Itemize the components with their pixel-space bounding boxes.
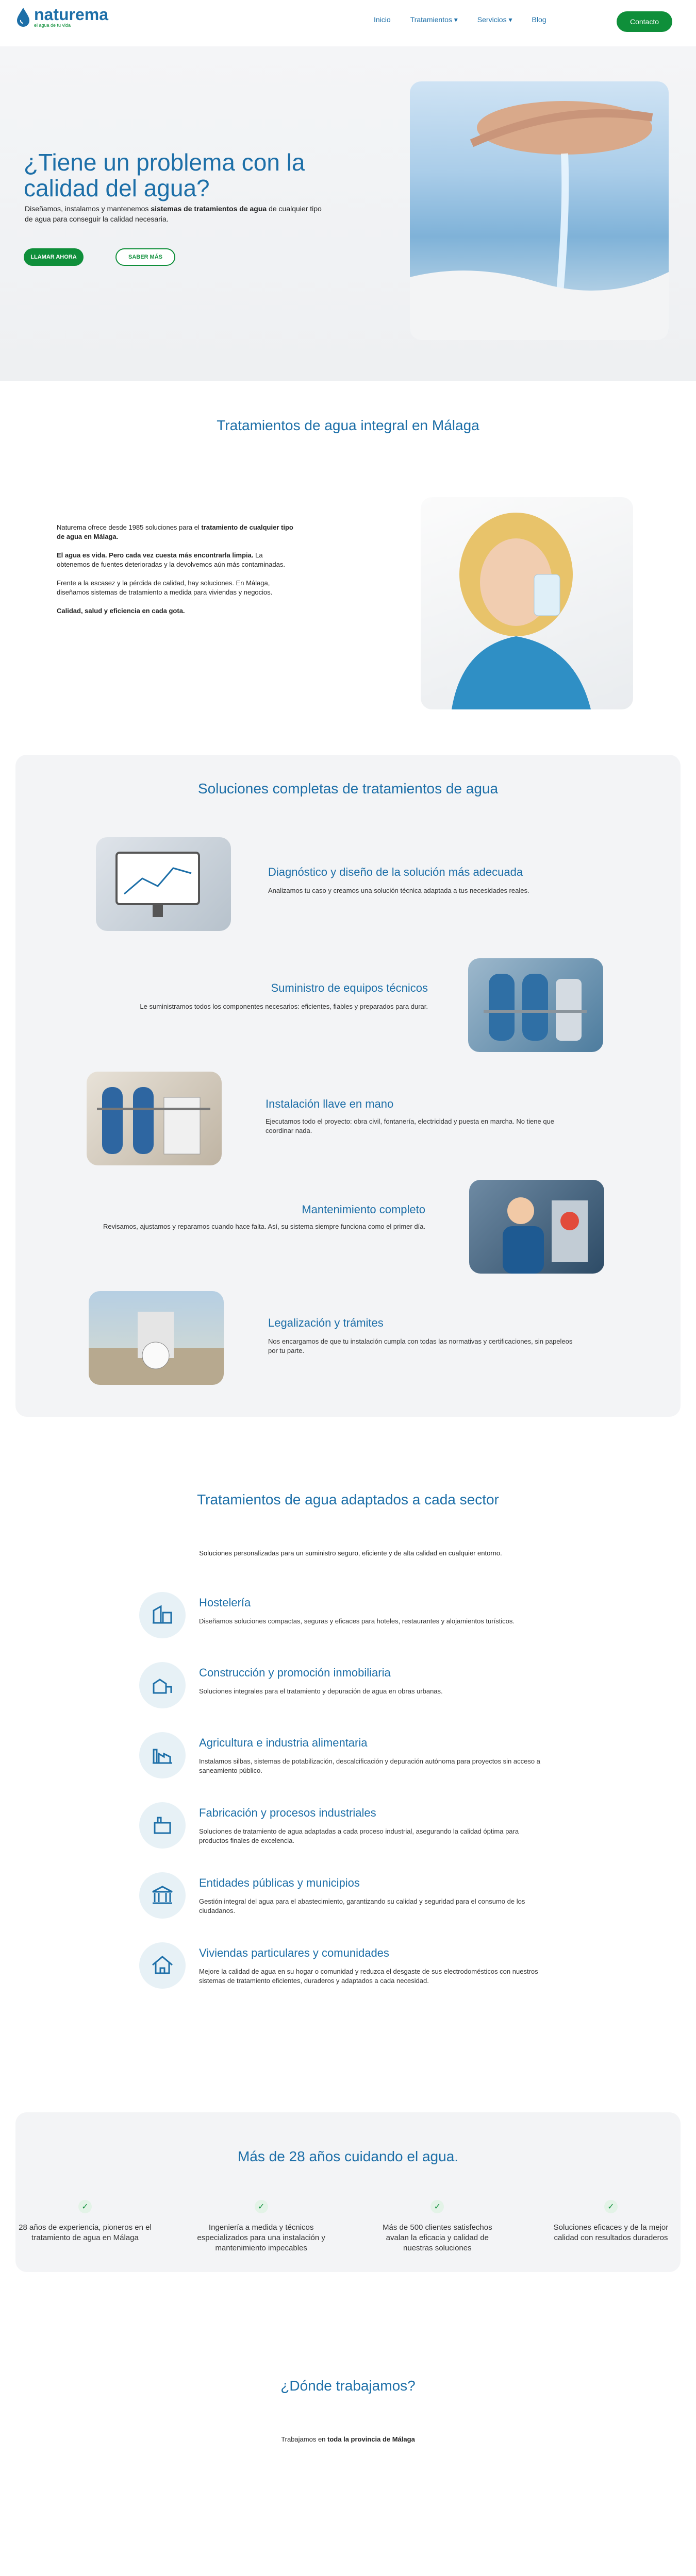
main-nav	[374, 15, 546, 24]
experience-title: Más de 28 años cuidando el agua.	[237, 2148, 459, 2164]
sector-text: Instalamos silbas, sistemas de potabilización, descalcificación y depuración autónoma para proyectos sin acceso a saneamiento público.	[199, 1757, 540, 1774]
where-text: Trabajamos en toda la provincia de Málaga	[281, 2435, 415, 2443]
solution-4-text: Revisamos, ajustamos y reparamos cuando hace falta. Así, su sistema siempre funciona como el primer día.	[103, 1223, 426, 1230]
hotel-icon	[139, 1592, 186, 1638]
sector-entidades	[139, 1872, 603, 1942]
nav-servicios[interactable]: Servicios ▾	[477, 15, 512, 24]
industry-icon	[139, 1802, 186, 1849]
logo-tagline: el agua de tu vida	[34, 23, 71, 28]
learn-more-button[interactable]: SABER MÁS	[115, 248, 175, 266]
sector-text: Diseñamos soluciones compactas, seguras y eficaces para hoteles, restaurantes y alojamientos turísticos.	[199, 1617, 515, 1625]
sectors-list	[139, 1592, 603, 2012]
sector-text: Mejore la calidad de agua en su hogar o comunidad y reduzca el desgaste de sus electrodomésticos con nuestros sistemas de tratamiento eficientes, duraderos y adaptados a cada necesidad.	[199, 1968, 538, 1985]
where-title: ¿Dónde trabajamos?	[280, 2378, 416, 2394]
sector-agricultura	[139, 1732, 603, 1802]
experience-item: ✓ Ingeniería a medida y técnicos especializados para una instalación y mantenimiento impecables	[192, 2200, 331, 2253]
sector-title: Construcción y promoción inmobiliaria	[199, 1666, 391, 1679]
integral-text	[57, 523, 294, 616]
sector-text: Soluciones de tratamiento de agua adaptadas a cada proceso industrial, asegurando la calidad óptima para productos finales de excelencia.	[199, 1827, 519, 1844]
filters-illustration	[87, 1072, 222, 1165]
sector-hosteleria	[139, 1592, 603, 1662]
solution-5-title: Legalización y trámites	[268, 1316, 384, 1329]
maintenance-image	[469, 1180, 604, 1274]
construction-icon	[139, 1662, 186, 1708]
solution-5-text: Nos encargamos de que tu instalación cumpla con todas las normativas y certificaciones, sin papeleos por tu parte.	[268, 1337, 573, 1354]
sector-text: Gestión integral del agua para el abastecimiento, garantizando su calidad y seguridad para el consumo de los ciudadanos.	[199, 1897, 525, 1914]
installation-image	[87, 1072, 222, 1165]
solutions-title: Soluciones completas de tratamientos de agua	[197, 781, 499, 796]
sector-title: Agricultura e industria alimentaria	[199, 1736, 368, 1749]
monitor-illustration	[96, 837, 231, 931]
sector-title: Hostelería	[199, 1596, 251, 1609]
sector-fabricacion	[139, 1802, 603, 1872]
integral-p3: Frente a la escasez y la pérdida de calidad, hay soluciones. En Málaga, diseñamos sistemas de tratamiento a medida para viviendas y negocios.	[57, 579, 273, 596]
sector-construccion	[139, 1662, 603, 1732]
nav-inicio[interactable]: Inicio	[374, 15, 391, 24]
solution-3-text: Ejecutamos todo el proyecto: obra civil, fontanería, electricidad y puesta en marcha. No tiene que coordinar nada.	[266, 1117, 555, 1134]
hand-water-illustration	[410, 81, 669, 340]
house-icon	[139, 1942, 186, 1989]
check-icon: ✓	[604, 2200, 618, 2213]
sector-title: Entidades públicas y municipios	[199, 1876, 360, 1889]
solution-3-title: Instalación llave en mano	[266, 1097, 394, 1110]
sector-title: Fabricación y procesos industriales	[199, 1806, 376, 1819]
sector-text: Soluciones integrales para el tratamiento y depuración de agua en obras urbanas.	[199, 1687, 443, 1695]
nav-blog[interactable]: Blog	[532, 15, 546, 24]
map-area[interactable]	[82, 2468, 614, 2576]
experience-item: ✓ Soluciones eficaces y de la mejor calidad con resultados duraderos	[544, 2200, 678, 2253]
solution-2-text: Le suministramos todos los componentes necesarios: eficientes, fiables y preparados para durar.	[140, 1003, 428, 1010]
logo-text: naturema	[34, 5, 109, 24]
nav-tratamientos[interactable]: Tratamientos ▾	[410, 15, 458, 24]
experience-item: ✓ Más de 500 clientes satisfechos avalan la eficacia y calidad de nuestras soluciones	[370, 2200, 504, 2253]
equipment-image	[468, 958, 603, 1052]
solution-1-title: Diagnóstico y diseño de la solución más adecuada	[268, 866, 523, 878]
hero-image	[410, 81, 669, 340]
sectors-title: Tratamientos de agua adaptados a cada sector	[197, 1492, 499, 1507]
integral-p2: El agua es vida. Pero cada vez cuesta más encontrarla limpia. La obtenemos de fuentes deterioradas y la devolvemos aún más contaminadas.	[57, 551, 285, 568]
sector-viviendas	[139, 1942, 603, 2012]
hero-text: Diseñamos, instalamos y mantenemos sistemas de tratamientos de agua de cualquier tipo de agua para conseguir la calidad necesaria.	[25, 205, 322, 223]
check-icon: ✓	[255, 2200, 268, 2213]
construction-illustration	[89, 1291, 224, 1385]
integral-title: Tratamientos de agua integral en Málaga	[217, 417, 479, 433]
water-drop-icon	[15, 7, 31, 27]
check-icon: ✓	[430, 2200, 444, 2213]
check-icon: ✓	[78, 2200, 92, 2213]
call-now-button[interactable]: LLAMAR AHORA	[24, 248, 84, 266]
sector-title: Viviendas particulares y comunidades	[199, 1946, 389, 1959]
logo[interactable]	[15, 6, 108, 28]
solution-2-title: Suministro de equipos técnicos	[271, 981, 428, 994]
header	[0, 0, 696, 46]
hero-section	[0, 46, 696, 381]
technician-illustration	[469, 1180, 604, 1274]
legalization-image	[89, 1291, 224, 1385]
contact-button[interactable]: Contacto	[617, 11, 672, 32]
experience-item: ✓ 28 años de experiencia, pioneros en el tratamiento de agua en Málaga	[18, 2200, 152, 2253]
chevron-down-icon: ▾	[454, 15, 458, 24]
sectors-intro: Soluciones personalizadas para un suministro seguro, eficiente y de alta calidad en cualquier entorno.	[199, 1549, 502, 1557]
factory-icon	[139, 1732, 186, 1778]
chevron-down-icon: ▾	[508, 15, 512, 24]
hero-title: ¿Tiene un problema con la calidad del agua?	[24, 149, 305, 201]
solution-1-text: Analizamos tu caso y creamos una solución técnica adaptada a tus necesidades reales.	[268, 887, 529, 894]
woman-drinking-image	[421, 497, 633, 709]
solution-4-title: Mantenimiento completo	[302, 1203, 425, 1216]
integral-p4: Calidad, salud y eficiencia en cada gota.	[57, 607, 185, 615]
water-tanks-illustration	[468, 958, 603, 1052]
public-building-icon	[139, 1872, 186, 1919]
experience-items	[18, 2200, 678, 2253]
integral-p1: Naturema ofrece desde 1985 soluciones para el tratamiento de cualquier tipo de agua en Málaga.	[57, 523, 293, 540]
diagnosis-image	[96, 837, 231, 931]
woman-drinking-illustration	[421, 497, 633, 709]
